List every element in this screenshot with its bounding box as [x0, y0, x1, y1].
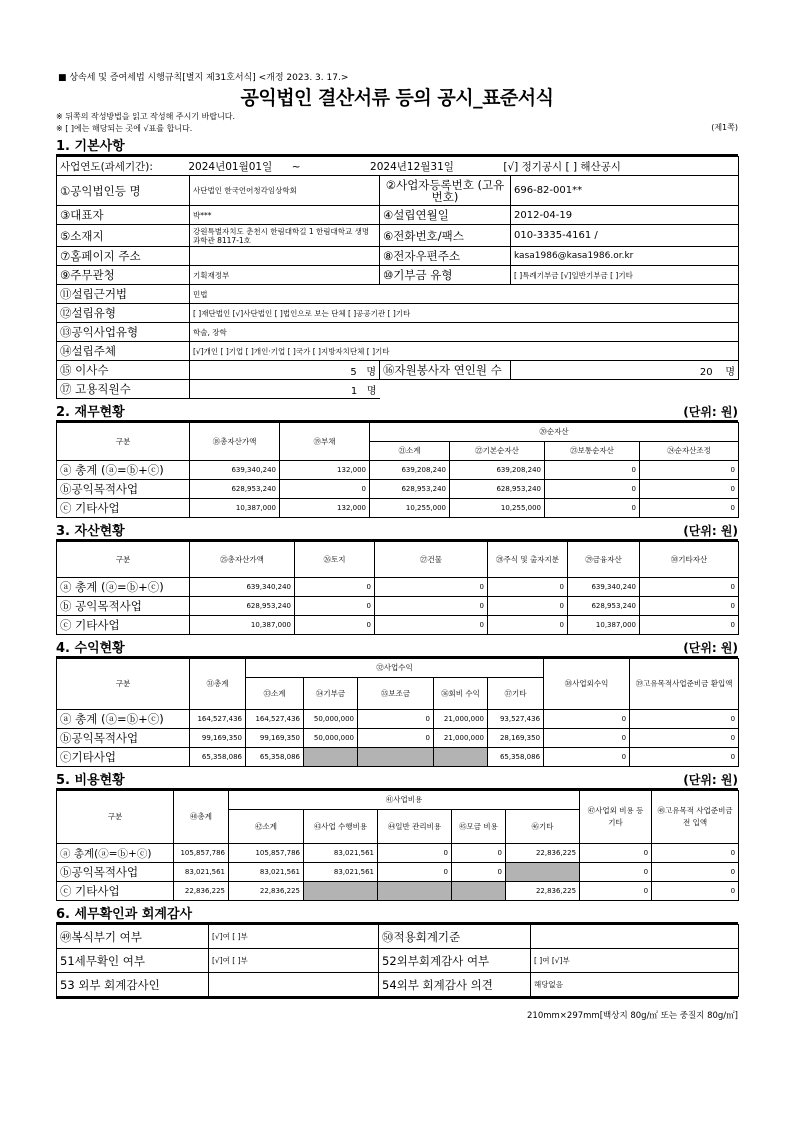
paper-spec: 210mm×297mm[백상지 80g/㎡ 또는 중질지 80g/㎡]	[527, 1011, 738, 1021]
note-instructions: ※ 뒤쪽의 작성방법을 읽고 작성해 주시기 바랍니다.	[56, 112, 236, 121]
auditor-value	[209, 973, 379, 997]
note-checkbox: ※ [ ]에는 해당되는 곳에 √표를 합니다.	[56, 124, 193, 133]
period-row: 사업연도(과세기간): 2024년01월01일 ~ 2024년12월31일 [√] 정기공시 [ ] 해산공시	[57, 157, 739, 176]
volunteers-count: 20	[699, 366, 713, 378]
table-row: ⓐ 총계 (ⓐ=ⓑ+ⓒ) 639,340,240 132,000 639,208,240 639,208,240 0 0	[57, 461, 739, 480]
tax-check-value: [√]여 [ ]부	[209, 949, 379, 973]
legal-basis: 민법	[190, 285, 739, 304]
table-row: ⓐ 총계(ⓐ=ⓑ+ⓒ) 105,857,786 105,857,786 83,021,561 0 0 22,836,225 0 0	[57, 844, 739, 863]
donation-type: [ ]특례기부금 [√]일반기부금 [ ]기타	[511, 266, 739, 285]
ministry: 기획재정부	[190, 266, 380, 285]
address: 강원특별자치도 춘천시 한림대학길 1 한림대학교 생명과학관 8117-1호	[190, 225, 380, 247]
representative: 박***	[190, 206, 380, 225]
directors-count: 5	[350, 366, 357, 378]
section-assets-title: 3. 자산현황 (단위: 원)	[56, 520, 738, 541]
phone-fax: 010-3335-4161 /	[511, 225, 739, 247]
accounting-standard	[531, 925, 739, 949]
basic-info-table: 사업연도(과세기간): 2024년01월01일 ~ 2024년12월31일 [√] 정기공시 [ ] 해산공시 ①공익법인등 명 사단법인 한국언어청각임상학회 ②사업자등록번호 (고유번호) 696-82-001** ③대표자 박*** ④설립연월일 2012-04-19 ⑤소재지 강원특별자치도 춘천시 한림대학길 1 한림대학교 생명과학관 8117-1호 ⑥전화번호/팩스 010-3335-4161 / ⑦홈페이지 주소 ⑧전자우편주소 kasa1986@kasa1986.or.kr ⑨주무관청 기획재정부 ⑩기부금 유형 [ ]특례기부금 [√]일반기부금 [ ]기타 ⑪설립근거법 민법 ⑫설립유형 [ ]재단법인 [√]사단법인 [ ]법인으로 보는 단체 [ ]공공기관 [ ]기타 ⑬공익사업유형 학술, 장학 ⑭설립주체 [√]개인 [ ]기업 [ ]개인·기업 [ ]국가 [ ]지방자치단체 [ ]기타 ⑮ 이사수 5 명 ⑯자원봉사자 연인원 수 20 명 ⑰ 고용직원수 1 명	[56, 156, 739, 399]
table-row: ⓒ 기타사업 10,387,000 132,000 10,255,000 10,255,000 0 0	[57, 499, 739, 518]
biz-reg-number: 696-82-001**	[511, 176, 739, 206]
finance-table: 구분 ⑱총자산가액 ⑲부채 ⑳순자산 ㉑소계 ㉒기본순자산 ㉓보통순자산 ㉔순자산조정 ⓐ 총계 (ⓐ=ⓑ+ⓒ) 639,340,240 132,000 639,208,240 639,208,240 0 0 ⓑ공익목적사업 628,953,240 0 628,953,240 628,953,240 0 0 ⓒ 기타사업 10,387,000 132,000 10,255,000 10,255,000 0 0	[56, 422, 739, 518]
founded-date: 2012-04-19	[511, 206, 739, 225]
homepage	[190, 247, 380, 266]
section-revenue-title: 4. 수익현황 (단위: 원)	[56, 637, 738, 658]
table-row: ⓑ공익목적사업 99,169,350 99,169,350 50,000,000 0 21,000,000 28,169,350 0 0	[57, 729, 739, 748]
page-number: (제1쪽)	[711, 123, 738, 132]
table-row: ⓒ 기타사업 10,387,000 0 0 0 10,387,000 0	[57, 616, 739, 635]
employees-count: 1	[350, 385, 358, 397]
revenue-table: 구분 ㉛총계 ㉜사업수익 ㊳사업외수익 ㊴고유목적사업준비금 환입액 ㉝소계 ㉞기부금 ㉟보조금 ㊱회비 수익 ㊲기타 ⓐ 총계 (ⓐ=ⓑ+ⓒ) 164,527,436 164,527,436 50,000,000 0 21,000,000 93,527,436 0 0 ⓑ공익목적사업 99,169,350 99,169,350 50,000,000 0 21,000,000 28,169,350 0 0 ⓒ기타사업 65,358,086 65,358,086 65,358,086 0 0	[56, 658, 739, 767]
audit-opinion: 해당없음	[531, 973, 739, 997]
law-reference: ■ 상속세 및 증여세법 시행규칙[별지 제31호서식] <개정 2023. 3. 17.>	[58, 73, 349, 83]
form-page	[56, 70, 738, 1021]
bottom-rule	[56, 997, 738, 999]
establishment-type: [ ]재단법인 [√]사단법인 [ ]법인으로 보는 단체 [ ]공공기관 [ ]기타	[190, 304, 739, 323]
table-row: ⓐ 총계 (ⓐ=ⓑ+ⓒ) 164,527,436 164,527,436 50,000,000 0 21,000,000 93,527,436 0 0	[57, 710, 739, 729]
table-row: ⓒ 기타사업 22,836,225 22,836,225 22,836,225 0 0	[57, 882, 739, 901]
disclosure-type: [√] 정기공시 [ ] 해산공시	[503, 160, 621, 173]
bookkeeping-value: [√]여 [ ]부	[209, 925, 379, 949]
section-finance-title: 2. 재무현황 (단위: 원)	[56, 401, 738, 422]
table-row: ⓑ공익목적사업 628,953,240 0 628,953,240 628,953,240 0 0	[57, 480, 739, 499]
email: kasa1986@kasa1986.or.kr	[511, 247, 739, 266]
expense-table: 구분 ㊵총계 ㊶사업비용 ㊼사업외 비용 등 기타 ㊽고유목적 사업준비금전 입액 ㊷소계 ㊸사업 수행비용 ㊹일반 관리비용 ㊺모금 비용 ㊻기타 ⓐ 총계(ⓐ=ⓑ+ⓒ) 105,857,786 105,857,786 83,021,561 0 0 22,836,225 0 0 ⓑ공익목적사업 83,021,561 83,021,561 83,021,561 0 0 0 0 ⓒ 기타사업 22,836,225 22,836,225 22,836,225 0 0	[56, 790, 739, 901]
section-basic-info-title: 1. 기본사항	[56, 135, 738, 156]
business-type: 학술, 장학	[190, 323, 739, 342]
table-row: ⓑ 공익목적사업 628,953,240 0 0 0 628,953,240 0	[57, 597, 739, 616]
section-audit-title: 6. 세무확인과 회계감사	[56, 903, 738, 924]
section-expense-title: 5. 비용현황 (단위: 원)	[56, 769, 738, 790]
table-row: ⓒ기타사업 65,358,086 65,358,086 65,358,086 0 0	[57, 748, 739, 767]
form-title: 공익법인 결산서류 등의 공시_표준서식	[240, 87, 554, 109]
audit-table: ㊾복식부기 여부 [√]여 [ ]부 ㊿적용회계기준 51세무확인 여부 [√]여 [ ]부 52외부회계감사 여부 [ ]여 [√]부 53 외부 회계감사인 54외부 회계감사 의견 해당없음	[56, 924, 739, 997]
founder: [√]개인 [ ]기업 [ ]개인·기업 [ ]국가 [ ]지방자치단체 [ ]기타	[190, 342, 739, 361]
assets-table: 구분 ㉕총자산가액 ㉖토지 ㉗건물 ㉘주식 및 출자지분 ㉙금융자산 ㉚기타자산 ⓐ 총계 (ⓐ=ⓑ+ⓒ) 639,340,240 0 0 0 639,340,240 0 ⓑ 공익목적사업 628,953,240 0 0 0 628,953,240 0 ⓒ 기타사업 10,387,000 0 0 0 10,387,000 0	[56, 541, 739, 635]
org-name: 사단법인 한국언어청각임상학회	[190, 176, 380, 206]
table-row: ⓑ공익목적사업 83,021,561 83,021,561 83,021,561 0 0 0 0	[57, 863, 739, 882]
external-audit-value: [ ]여 [√]부	[531, 949, 739, 973]
table-row: ⓐ 총계 (ⓐ=ⓑ+ⓒ) 639,340,240 0 0 0 639,340,240 0	[57, 578, 739, 597]
